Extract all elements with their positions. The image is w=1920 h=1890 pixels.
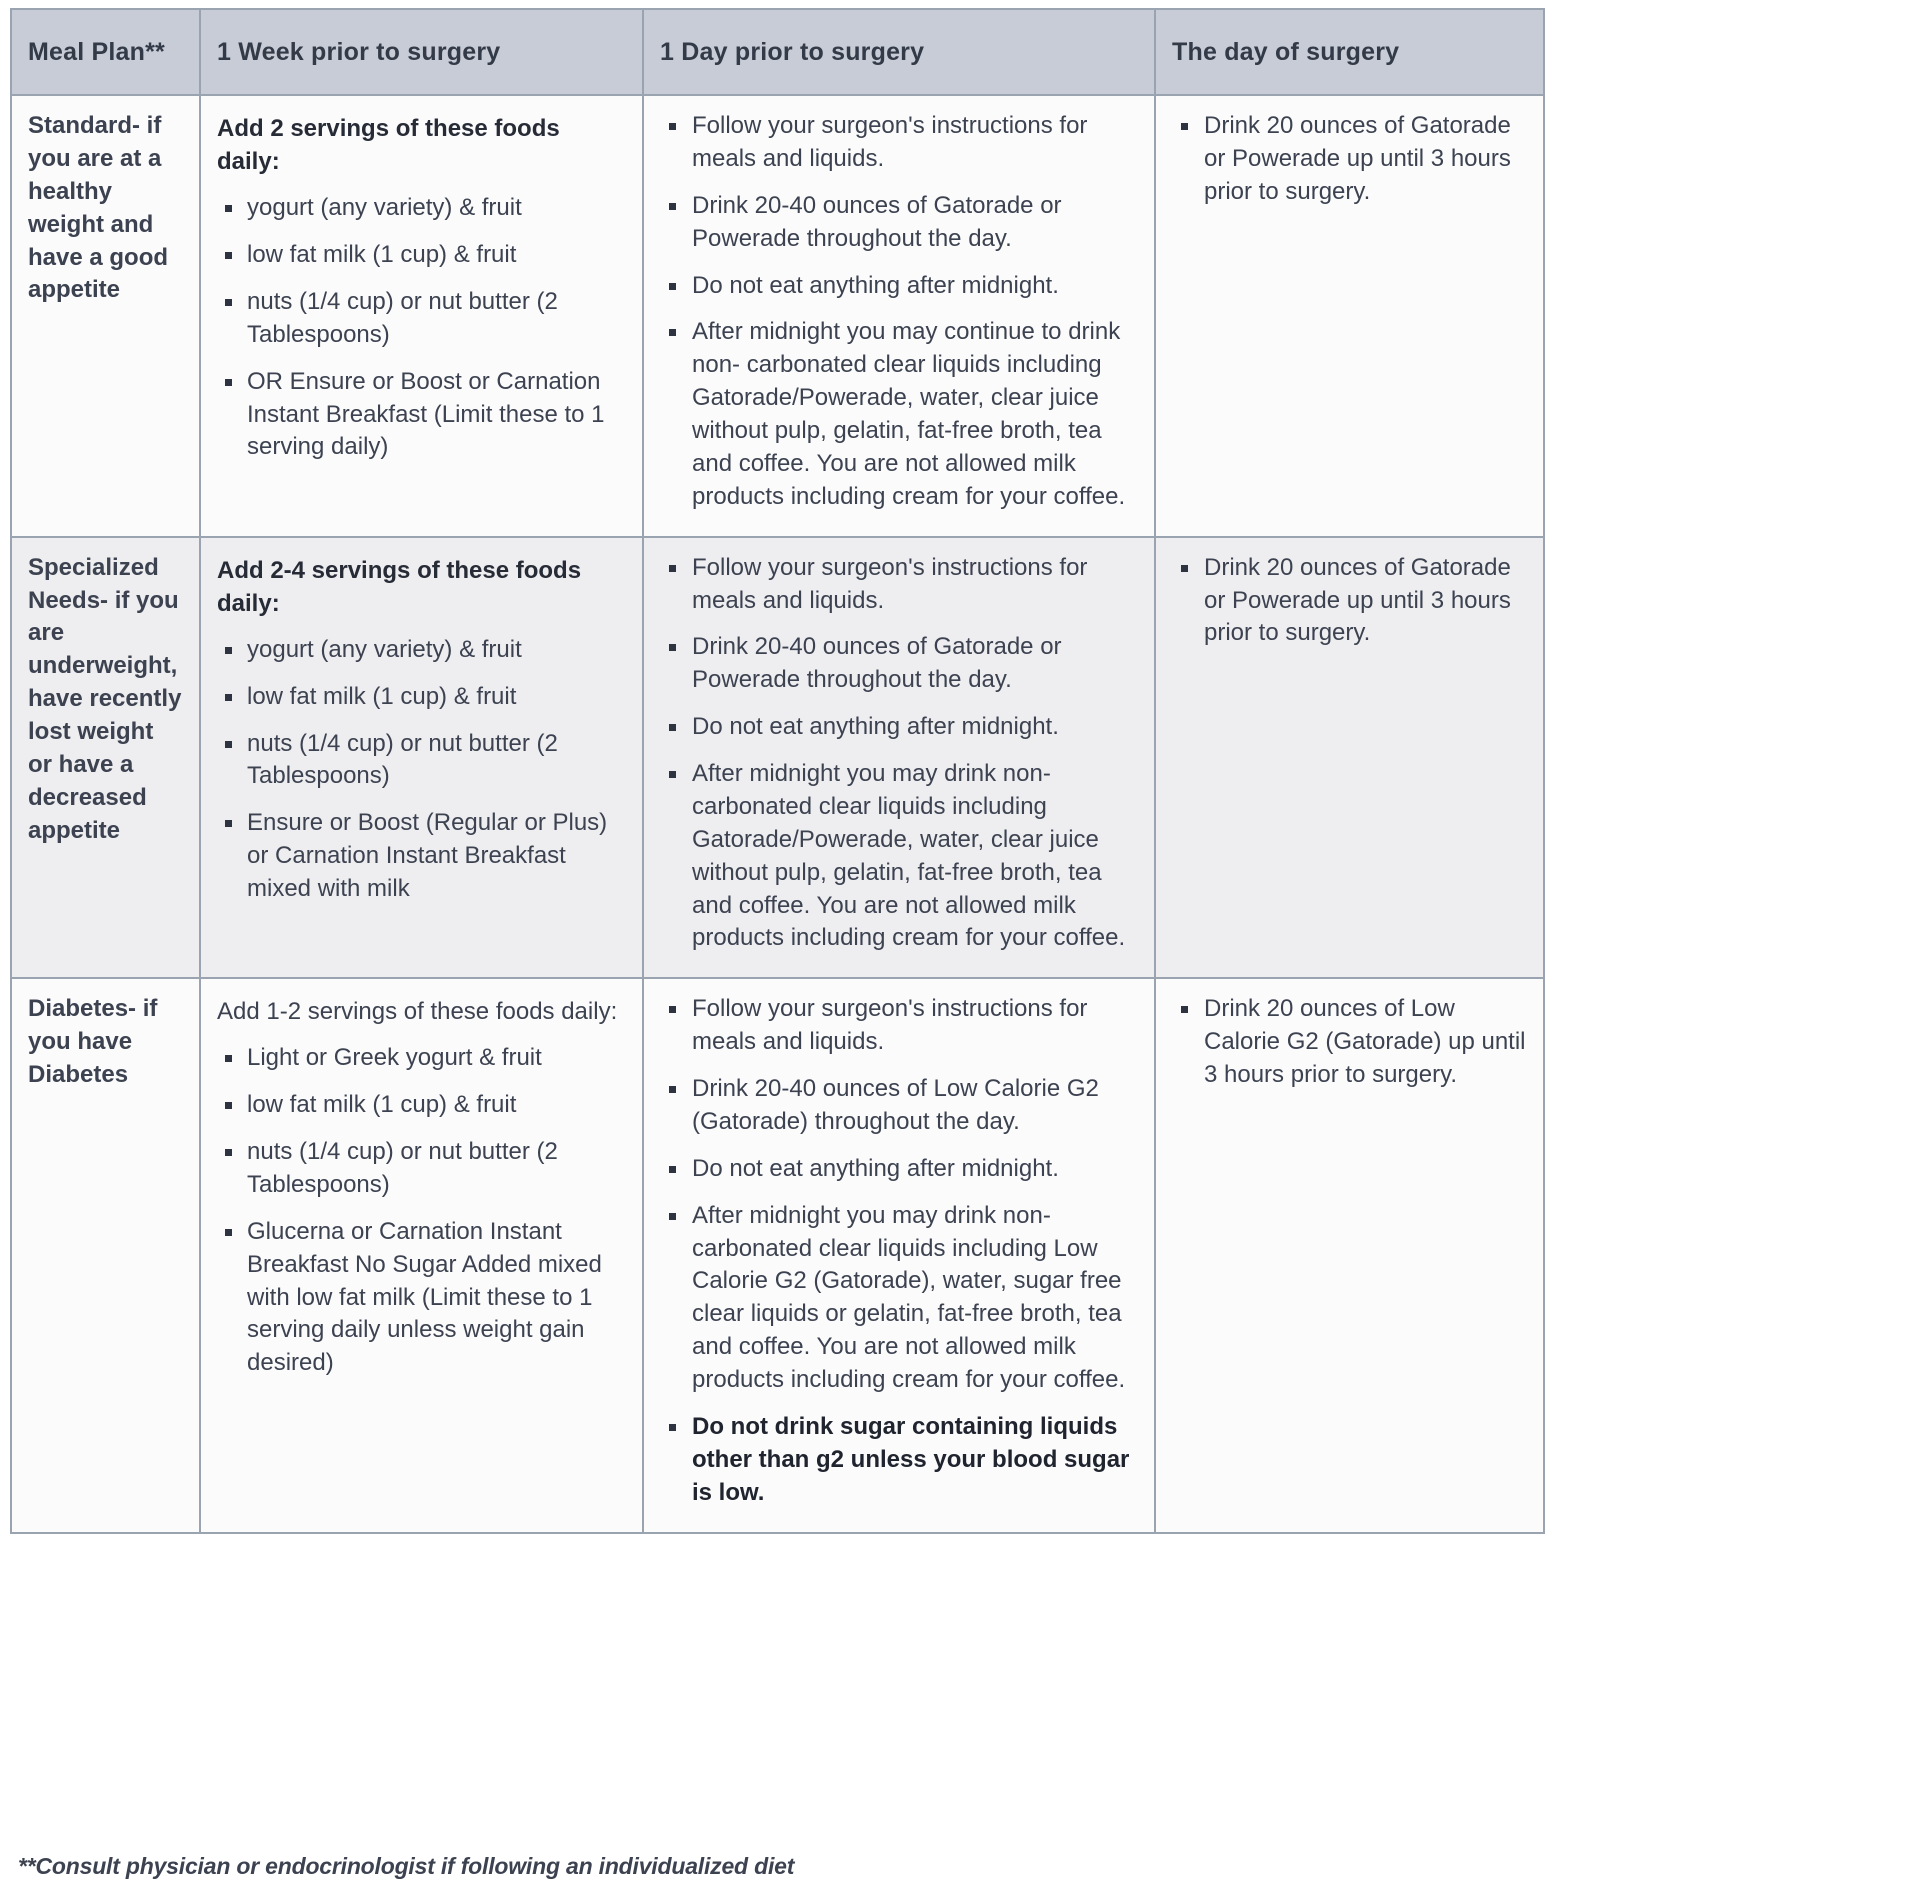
list-item: Drink 20-40 ounces of Gatorade or Powerade throughout the day. [660, 631, 1138, 697]
list-item: Drink 20 ounces of Gatorade or Powerade up until 3 hours prior to surgery. [1172, 552, 1527, 651]
plan-name-cell [11, 978, 200, 1532]
footnote: **Consult physician or endocrinologist if following an individualized diet [18, 1853, 795, 1879]
meal-plan-table-container [10, 8, 1543, 1534]
list-item: low fat milk (1 cup) & fruit [217, 1089, 626, 1122]
table-row [11, 978, 1544, 1532]
list-item: nuts (1/4 cup) or nut butter (2 Tablespoons) [217, 1136, 626, 1202]
list-item-emphasis: Do not drink sugar containing liquids other than g2 unless your blood sugar is low. [660, 1411, 1138, 1510]
day-of-cell [1155, 95, 1544, 537]
table-header [11, 9, 1544, 95]
table-row [11, 95, 1544, 537]
week-prior-cell [200, 978, 643, 1532]
day-of-cell [1155, 537, 1544, 979]
list-item: After midnight you may drink non-carbonated clear liquids including Low Calorie G2 (Gatorade), water, sugar free clear liquids or gelatin, fat-free broth, tea and coffee. You are not allowed milk products including cream for your coffee. [660, 1200, 1138, 1397]
day-prior-cell [643, 978, 1155, 1532]
list-item: low fat milk (1 cup) & fruit [217, 681, 626, 714]
instruction-list [660, 110, 1138, 514]
day-prior-cell [643, 537, 1155, 979]
food-list [217, 634, 626, 906]
list-item: Light or Greek yogurt & fruit [217, 1042, 626, 1075]
list-item: After midnight you may drink non-carbonated clear liquids including Gatorade/Powerade, water, clear juice without pulp, gelatin, fat-free broth, tea and coffee. You are not allowed milk products including cream for your coffee. [660, 758, 1138, 955]
list-item: Do not eat anything after midnight. [660, 711, 1138, 744]
column-header-day-prior: 1 Day prior to surgery [643, 9, 1155, 95]
plan-label: Specialized Needs- if you are underweight, have recently lost weight or have a decreased appetite [28, 553, 182, 844]
list-item: Do not eat anything after midnight. [660, 1153, 1138, 1186]
list-item: Follow your surgeon's instructions for meals and liquids. [660, 110, 1138, 176]
table-row [11, 537, 1544, 979]
column-header-day-of: The day of surgery [1155, 9, 1544, 95]
list-item: Do not eat anything after midnight. [660, 270, 1138, 303]
list-item: nuts (1/4 cup) or nut butter (2 Tablespoons) [217, 728, 626, 794]
week-prior-cell [200, 95, 643, 537]
list-item: Drink 20 ounces of Gatorade or Powerade up until 3 hours prior to surgery. [1172, 110, 1527, 209]
column-header-week-prior: 1 Week prior to surgery [200, 9, 643, 95]
column-header-meal-plan: Meal Plan** [11, 9, 200, 95]
instruction-list [1172, 110, 1527, 209]
instruction-list [660, 552, 1138, 956]
list-item: yogurt (any variety) & fruit [217, 192, 626, 225]
list-item: Follow your surgeon's instructions for meals and liquids. [660, 552, 1138, 618]
instruction-list [1172, 552, 1527, 651]
week-prior-cell [200, 537, 643, 979]
list-item: Drink 20-40 ounces of Low Calorie G2 (Gatorade) throughout the day. [660, 1073, 1138, 1139]
instruction-list [1172, 993, 1527, 1092]
cell-lead-text: Add 2-4 servings of these foods daily: [217, 556, 582, 617]
plan-name-cell [11, 95, 200, 537]
food-list [217, 1042, 626, 1380]
instruction-list [660, 993, 1138, 1509]
plan-label: Diabetes- if you have Diabetes [28, 995, 158, 1088]
plan-label: Standard- if you are at a healthy weight and have a good appetite [28, 112, 169, 304]
list-item: Drink 20-40 ounces of Gatorade or Powerade throughout the day. [660, 190, 1138, 256]
table-body [11, 95, 1544, 1533]
list-item: yogurt (any variety) & fruit [217, 634, 626, 667]
list-item: nuts (1/4 cup) or nut butter (2 Tablespoons) [217, 286, 626, 352]
day-of-cell [1155, 978, 1544, 1532]
plan-name-cell [11, 537, 200, 979]
food-list [217, 192, 626, 464]
list-item: Glucerna or Carnation Instant Breakfast No Sugar Added mixed with low fat milk (Limit these to 1 serving daily unless weight gain desired) [217, 1216, 626, 1380]
list-item: low fat milk (1 cup) & fruit [217, 239, 626, 272]
list-item: Drink 20 ounces of Low Calorie G2 (Gatorade) up until 3 hours prior to surgery. [1172, 993, 1527, 1092]
list-item: Ensure or Boost (Regular or Plus) or Carnation Instant Breakfast mixed with milk [217, 807, 626, 906]
list-item: Follow your surgeon's instructions for meals and liquids. [660, 993, 1138, 1059]
cell-lead-text: Add 2 servings of these foods daily: [217, 115, 560, 176]
meal-plan-table [10, 8, 1545, 1534]
list-item: After midnight you may continue to drink non- carbonated clear liquids including Gatorade/Powerade, water, clear juice without pulp, gelatin, fat-free broth, tea and coffee. You are not allowed milk products including cream for your coffee. [660, 316, 1138, 513]
table-header-row [11, 9, 1544, 95]
day-prior-cell [643, 95, 1155, 537]
cell-lead-text: Add 1-2 servings of these foods daily: [217, 998, 618, 1026]
list-item: OR Ensure or Boost or Carnation Instant Breakfast (Limit these to 1 serving daily) [217, 366, 626, 465]
